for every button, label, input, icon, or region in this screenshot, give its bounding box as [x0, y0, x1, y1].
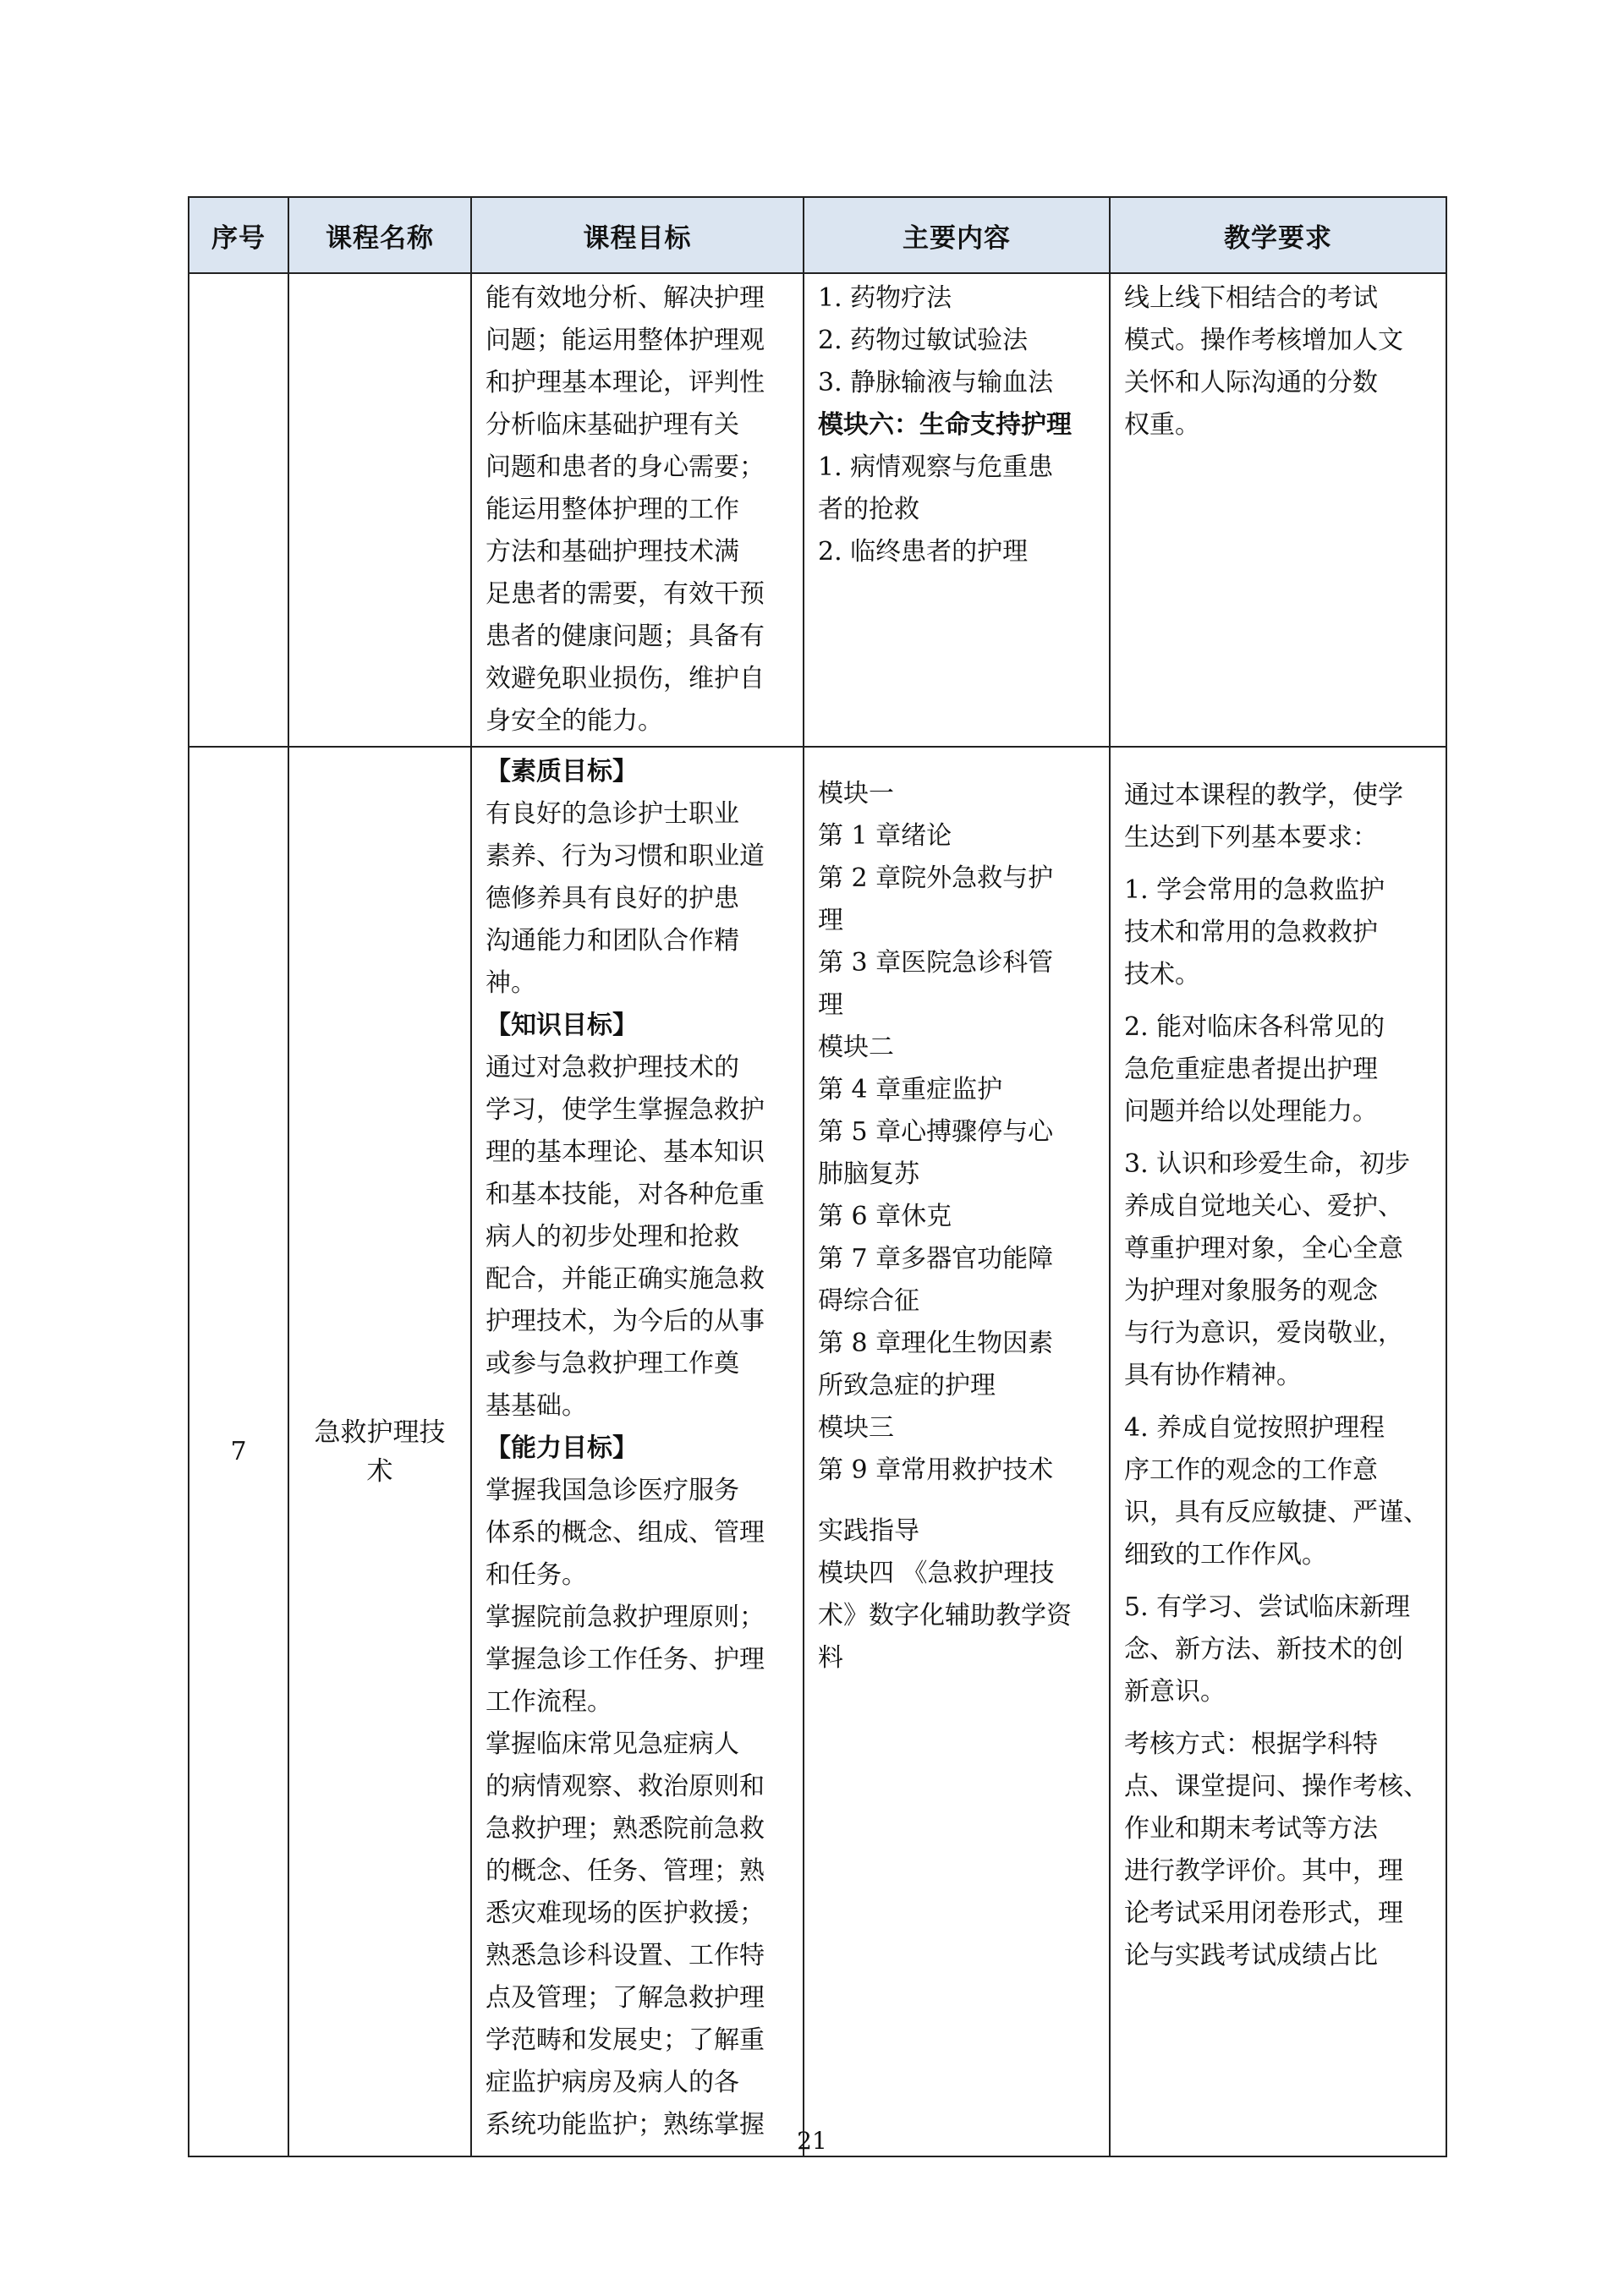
text-line: 问题并给以处理能力。	[1124, 1097, 1378, 1126]
text-line: 3. 认识和珍爱生命，初步	[1124, 1149, 1411, 1179]
section-heading: 【素质目标】	[486, 757, 638, 786]
text-line: 症监护病房及病人的各	[486, 2068, 739, 2097]
text-line: 生达到下列基本要求：	[1124, 823, 1378, 852]
text-line: 细致的工作作风。	[1124, 1540, 1327, 1570]
text-line: 神。	[486, 968, 536, 998]
table-row-7	[189, 747, 1446, 2156]
text-line: 的概念、任务、管理；熟	[486, 1856, 765, 1886]
text-line: 肺脑复苏	[818, 1159, 919, 1189]
text-line: 4. 养成自觉按照护理程	[1124, 1413, 1385, 1443]
text-line: 系统功能监护；熟练掌握	[486, 2110, 765, 2140]
text-line: 模式。操作考核增加人文	[1124, 326, 1403, 355]
requirement-paragraph	[1124, 869, 1435, 996]
text-line: 尊重护理对象，全心全意	[1124, 1234, 1403, 1263]
header-course-goal: 课程目标	[471, 197, 804, 273]
text-line: 念、新方法、新技术的创	[1124, 1635, 1403, 1664]
requirement-cell	[1110, 273, 1446, 747]
text-line: 第 9 章常用救护技术	[818, 1455, 1054, 1485]
text-line: 患者的健康问题；具备有	[486, 622, 765, 651]
text-line: 分析临床基础护理有关	[486, 410, 739, 440]
text-line: 模块四 《急救护理技	[818, 1559, 1055, 1588]
text-line: 1. 病情观察与危重患	[818, 452, 1054, 482]
text-line: 模块三	[818, 1413, 894, 1443]
text-line: 熟悉急诊科设置、工作特	[486, 1941, 765, 1970]
text-line: 所致急症的护理	[818, 1371, 996, 1400]
text-line: 第 7 章多器官功能障	[818, 1244, 1054, 1274]
text-line: 1. 药物疗法	[818, 283, 952, 313]
requirement-cell	[1110, 747, 1446, 2156]
text-line: 碍综合征	[818, 1286, 919, 1316]
text-line: 进行教学评价。其中，理	[1124, 1856, 1403, 1886]
goal-cell	[471, 273, 804, 747]
content-cell	[804, 747, 1110, 2156]
header-course-name: 课程名称	[288, 197, 471, 273]
course-name-line: 术	[366, 1455, 393, 1487]
text-line: 能运用整体护理的工作	[486, 495, 739, 524]
text-line: 工作流程。	[486, 1687, 612, 1717]
seq-number: 7	[230, 1437, 247, 1466]
content-text	[804, 748, 1109, 1683]
text-line: 身安全的能力。	[486, 706, 663, 736]
text-line: 养成自觉地关心、爱护、	[1124, 1192, 1403, 1221]
text-line: 技术和常用的急救救护	[1124, 918, 1378, 947]
text-line: 护理技术，为今后的从事	[486, 1307, 765, 1336]
text-line: 料	[818, 1643, 843, 1673]
text-line: 的病情观察、救治原则和	[486, 1772, 765, 1801]
text-line: 效避免职业损伤，维护自	[486, 664, 765, 693]
text-line: 学范畴和发展史；了解重	[486, 2025, 765, 2055]
text-line: 技术。	[1124, 960, 1200, 989]
text-line: 第 1 章绪论	[818, 821, 952, 851]
section-heading: 【知识目标】	[486, 1011, 638, 1040]
text-line: 配合，并能正确实施急救	[486, 1264, 765, 1294]
line-gap	[818, 1492, 1099, 1510]
text-line: 通过对急救护理技术的	[486, 1053, 739, 1082]
content-cell	[804, 273, 1110, 747]
requirement-text	[1111, 748, 1446, 1991]
requirement-paragraph	[1124, 1143, 1435, 1397]
text-line: 第 4 章重症监护	[818, 1075, 1003, 1104]
text-line: 足患者的需要，有效干预	[486, 579, 765, 609]
course-name-line: 急救护理技	[314, 1417, 446, 1448]
text-line: 作业和期末考试等方法	[1124, 1814, 1378, 1844]
text-line: 第 2 章院外急救与护	[818, 863, 1054, 893]
course-table	[188, 196, 1447, 2157]
text-line: 线上线下相结合的考试	[1124, 283, 1378, 313]
text-line: 通过本课程的教学，使学	[1124, 781, 1403, 810]
text-line: 模块二	[818, 1033, 894, 1062]
text-line: 或参与急救护理工作奠	[486, 1349, 739, 1378]
table-header-row	[189, 197, 1446, 273]
requirement-paragraph	[1124, 775, 1435, 859]
section-heading: 【能力目标】	[486, 1433, 638, 1463]
text-line: 掌握临床常见急症病人	[486, 1729, 739, 1759]
text-line: 权重。	[1124, 410, 1200, 440]
text-line: 急救护理；熟悉院前急救	[486, 1814, 765, 1844]
text-line: 学习，使学生掌握急救护	[486, 1095, 765, 1125]
text-line: 和任务。	[486, 1560, 587, 1590]
course-name-cell	[288, 747, 471, 2156]
name-cell-empty	[288, 273, 471, 747]
text-line: 掌握院前急救护理原则；	[486, 1603, 765, 1632]
text-line: 掌握急诊工作任务、护理	[486, 1645, 765, 1674]
text-line: 者的抢救	[818, 495, 919, 524]
text-line: 为护理对象服务的观念	[1124, 1276, 1378, 1306]
text-line: 模块六：生命支持护理	[818, 410, 1072, 440]
text-line: 点及管理；了解急救护理	[486, 1983, 765, 2013]
text-line: 序工作的观念的工作意	[1124, 1455, 1378, 1485]
text-line: 5. 有学习、尝试临床新理	[1124, 1592, 1411, 1622]
text-line: 体系的概念、组成、管理	[486, 1518, 765, 1548]
text-line: 基基础。	[486, 1391, 587, 1421]
text-line: 3. 静脉输液与输血法	[818, 368, 1054, 397]
text-line: 素养、行为习惯和职业道	[486, 841, 765, 871]
text-line: 第 8 章理化生物因素	[818, 1329, 1054, 1358]
text-line: 理	[818, 990, 843, 1020]
text-line: 1. 学会常用的急救监护	[1124, 875, 1385, 905]
text-line: 模块一	[818, 779, 894, 808]
text-line: 术》数字化辅助教学资	[818, 1601, 1072, 1630]
text-line: 和护理基本理论，评判性	[486, 368, 765, 397]
text-line: 有良好的急诊护士职业	[486, 799, 739, 829]
text-line: 德修养具有良好的护患	[486, 884, 739, 913]
text-line: 考核方式：根据学科特	[1124, 1729, 1378, 1759]
header-seq: 序号	[189, 197, 288, 273]
requirement-paragraph	[1124, 1006, 1435, 1133]
text-line: 方法和基础护理技术满	[486, 537, 739, 567]
text-line: 第 5 章心搏骤停与心	[818, 1117, 1054, 1147]
text-line: 2. 药物过敏试验法	[818, 326, 1029, 355]
text-line: 识，具有反应敏捷、严谨、	[1124, 1498, 1429, 1527]
table-row-continued	[189, 273, 1446, 747]
text-line: 能有效地分析、解决护理	[486, 283, 765, 313]
header-teaching-requirement: 教学要求	[1110, 197, 1446, 273]
page-number: 21	[797, 2127, 827, 2155]
text-line: 掌握我国急诊医疗服务	[486, 1476, 739, 1505]
course-name	[289, 1413, 470, 1491]
text-line: 具有协作精神。	[1124, 1361, 1302, 1390]
text-line: 和基本技能，对各种危重	[486, 1180, 765, 1209]
text-line: 关怀和人际沟通的分数	[1124, 368, 1378, 397]
goal-cell	[471, 747, 804, 2156]
seq-cell	[189, 747, 288, 2156]
seq-cell-empty	[189, 273, 288, 747]
requirement-text	[1111, 274, 1446, 450]
requirement-paragraph	[1124, 1723, 1435, 1977]
text-line: 实践指导	[818, 1516, 919, 1546]
text-line: 论与实践考试成绩占比	[1124, 1941, 1378, 1970]
text-line: 论考试采用闭卷形式，理	[1124, 1899, 1403, 1928]
goal-text	[472, 748, 803, 2150]
text-line: 新意识。	[1124, 1677, 1226, 1707]
text-line: 第 3 章医院急诊科管	[818, 948, 1054, 978]
content-text	[804, 274, 1109, 577]
goal-text	[472, 274, 803, 746]
text-line: 病人的初步处理和抢救	[486, 1222, 739, 1252]
text-line: 点、课堂提问、操作考核、	[1124, 1772, 1429, 1801]
text-line: 悉灾难现场的医护救援；	[486, 1899, 765, 1928]
requirement-paragraph	[1124, 1407, 1435, 1576]
text-line: 理	[818, 906, 843, 935]
text-line: 与行为意识，爱岗敬业，	[1124, 1318, 1403, 1348]
requirement-paragraph	[1124, 1586, 1435, 1713]
text-line: 沟通能力和团队合作精	[486, 926, 739, 956]
text-line: 急危重症患者提出护理	[1124, 1055, 1378, 1084]
header-main-content: 主要内容	[804, 197, 1110, 273]
text-line: 问题；能运用整体护理观	[486, 326, 765, 355]
text-line: 问题和患者的身心需要；	[486, 452, 765, 482]
text-line: 2. 能对临床各科常见的	[1124, 1012, 1385, 1042]
text-line: 第 6 章休克	[818, 1202, 952, 1231]
text-line: 理的基本理论、基本知识	[486, 1137, 765, 1167]
text-line: 2. 临终患者的护理	[818, 537, 1029, 567]
